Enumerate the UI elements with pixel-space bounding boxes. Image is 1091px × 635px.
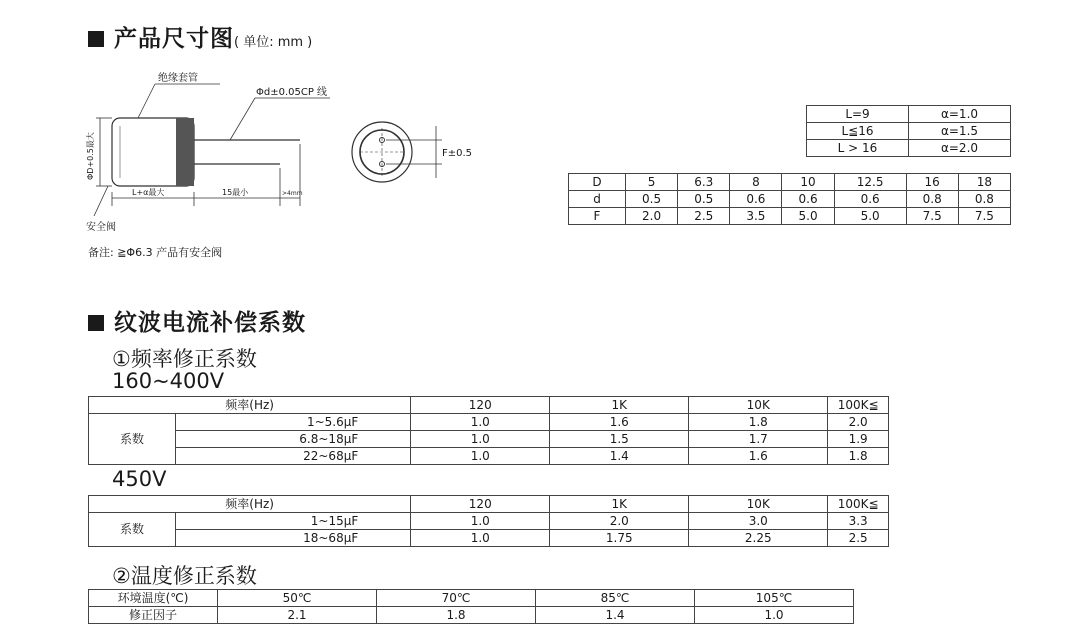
square-bullet-icon (88, 315, 104, 331)
label-lead-wire: Φd±0.05CP 线 (256, 87, 328, 98)
unit-label: ( 单位: mm ) (234, 35, 313, 50)
table-row: 环境温度(℃) 50℃ 70℃ 85℃ 105℃ (89, 590, 854, 607)
alpha-table (806, 105, 1011, 157)
capacitor-end-cap (176, 118, 194, 186)
table-row: 系数 1~5.6μF 1.0 1.6 1.8 2.0 (89, 414, 889, 431)
freq-correction-title: ①频率修正系数 (112, 347, 257, 371)
capacitor-dimension-diagram (80, 68, 500, 238)
voltage-label-160-400: 160~400V (112, 369, 225, 393)
square-bullet-icon (88, 31, 104, 47)
table-row: 修正因子 2.1 1.8 1.4 1.0 (89, 607, 854, 624)
temp-correction-title: ②温度修正系数 (112, 564, 257, 588)
table-row: 频率(Hz) 120 1K 10K 100K≦ (89, 496, 889, 513)
label-vent: 安全阀 (86, 222, 116, 233)
label-length: L+α最大 (132, 188, 165, 197)
label-sleeve: 绝缘套管 (158, 73, 198, 84)
table-row: 18~68μF 1.0 1.75 2.25 2.5 (89, 530, 889, 547)
freq-table-160-400 (88, 396, 889, 465)
size-table (568, 173, 1011, 225)
temp-table (88, 589, 854, 624)
table-row: F 2.0 2.5 3.5 5.0 5.0 7.5 7.5 (569, 208, 1011, 225)
table-row: L≦16 α=1.5 (807, 123, 1011, 140)
table-row: L=9 α=1.0 (807, 106, 1011, 123)
label-gap: >4mm (282, 190, 303, 197)
table-row: 系数 1~15μF 1.0 2.0 3.0 3.3 (89, 513, 889, 530)
table-row: 22~68μF 1.0 1.4 1.6 1.8 (89, 448, 889, 465)
label-pitch: F±0.5 (442, 148, 473, 159)
table-row: L > 16 α=2.0 (807, 140, 1011, 157)
dimension-note: 备注: ≧Φ6.3 产品有安全阀 (88, 246, 223, 259)
table-row: d 0.5 0.5 0.6 0.6 0.6 0.8 0.8 (569, 191, 1011, 208)
voltage-label-450: 450V (112, 467, 167, 491)
table-row: 频率(Hz) 120 1K 10K 100K≦ (89, 397, 889, 414)
section-title-ripple: 纹波电流补偿系数 (88, 304, 306, 337)
label-lead-length: 15最小 (222, 188, 249, 197)
freq-table-450 (88, 495, 889, 547)
table-row: D 5 6.3 8 10 12.5 16 18 (569, 174, 1011, 191)
table-row: 6.8~18μF 1.0 1.5 1.7 1.9 (89, 431, 889, 448)
section-title-dimensions: 产品尺寸图( 单位: mm ) (88, 20, 312, 53)
label-diameter: ΦD+0.5最大 (86, 132, 95, 180)
